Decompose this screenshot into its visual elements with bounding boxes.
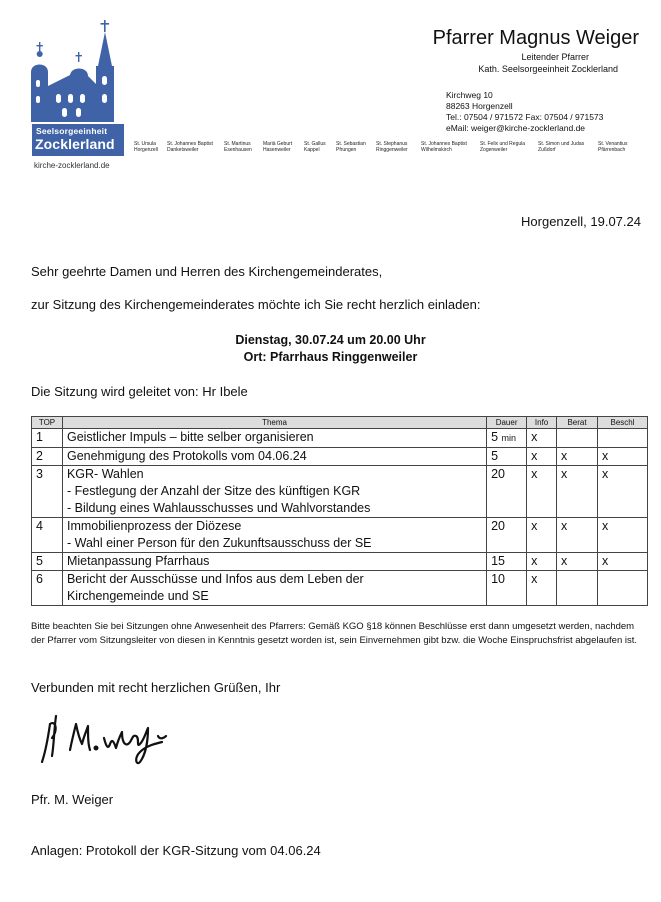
parish-item: St. Sebastian Pfrungen	[336, 141, 366, 153]
agenda-header-row	[32, 417, 648, 429]
row-top: 3	[32, 466, 63, 518]
parish-item: Mariä Geburt Hasenweiler	[263, 141, 293, 153]
row-beschl: x	[598, 466, 648, 518]
row-topic: Genehmigung des Protokolls vom 04.06.24	[62, 448, 486, 466]
sender-city: 88263 Horgenzell	[446, 101, 513, 111]
salutation: Sehr geehrte Damen und Herren des Kirchengemeinderates,	[31, 264, 383, 279]
parish-item: St. Stephanus Ringgenweiler	[376, 141, 408, 153]
meeting-date: Dienstag, 30.07.24 um 20.00 Uhr	[235, 333, 426, 347]
parish-item: St. Johannes Baptist Danketsweiler	[167, 141, 213, 153]
letter-date: Horgenzell, 19.07.24	[521, 214, 641, 229]
row-beschl	[598, 429, 648, 448]
table-row	[32, 448, 648, 466]
row-duration: 5 min	[487, 429, 527, 448]
logo-banner	[32, 124, 124, 156]
table-row	[32, 571, 648, 606]
sender-email[interactable]: eMail: weiger@kirche-zocklerland.de	[446, 123, 586, 133]
row-top: 2	[32, 448, 63, 466]
row-top: 1	[32, 429, 63, 448]
header-info: Info	[527, 417, 557, 429]
row-topic: Mietanpassung Pfarrhaus	[62, 553, 486, 571]
header-beschl: Beschl	[598, 417, 648, 429]
header-berat: Berat	[557, 417, 598, 429]
row-duration: 15	[487, 553, 527, 571]
row-beschl: x	[598, 448, 648, 466]
row-berat: x	[557, 553, 598, 571]
parish-item: St. Simon und Judas Zußdorf	[538, 141, 585, 153]
row-duration: 5	[487, 448, 527, 466]
header-thema: Thema	[62, 417, 486, 429]
meeting-chair: Die Sitzung wird geleitet von: Hr Ibele	[31, 384, 248, 399]
row-beschl	[598, 571, 648, 606]
row-info: x	[527, 429, 557, 448]
row-info: x	[527, 448, 557, 466]
attachments-line: Anlagen: Protokoll der KGR-Sitzung vom 04.06.24	[31, 843, 321, 858]
row-topic: Geistlicher Impuls – bitte selber organisieren	[62, 429, 486, 448]
sender-street: Kirchweg 10	[446, 90, 493, 100]
table-row	[32, 518, 648, 553]
signature-icon	[36, 710, 176, 780]
row-info: x	[527, 553, 557, 571]
header-dauer: Dauer	[487, 417, 527, 429]
row-berat: x	[557, 518, 598, 553]
agenda-table	[31, 416, 648, 606]
parish-item: St. Ursula Horgenzell	[134, 141, 158, 153]
table-row	[32, 429, 648, 448]
sender-unit: Kath. Seelsorgeeinheit Zocklerland	[478, 64, 618, 74]
meeting-place: Ort: Pfarrhaus Ringgenweiler	[243, 350, 418, 364]
row-info: x	[527, 466, 557, 518]
row-berat	[557, 429, 598, 448]
header-top: TOP	[32, 417, 63, 429]
row-duration: 20	[487, 518, 527, 553]
website-link[interactable]: kirche-zocklerland.de	[34, 161, 110, 170]
kgo-note: Bitte beachten Sie bei Sitzungen ohne Anwesenheit des Pfarrers: Gemäß KGO §18 können Beschlüsse erst dann umgesetzt werden, nachdem der Pfarrer vom Sitzungsleiter von diesen in Kenntnis gesetzt worden ist, sein Einvernehmen gibt bzw. die Woche Einspruchsfrist abgelaufen ist.	[31, 621, 638, 646]
parish-item: St. Gallus Kappel	[304, 141, 326, 153]
logo-line-2: Zocklerland	[35, 136, 115, 152]
sender-role: Leitender Pfarrer	[521, 52, 589, 62]
closing-line: Verbunden mit recht herzlichen Grüßen, Ihr	[31, 680, 281, 695]
sender-phone: Tel.: 07504 / 971572 Fax: 07504 / 971573	[446, 112, 604, 122]
sender-name: Pfarrer Magnus Weiger	[432, 27, 639, 49]
row-beschl: x	[598, 553, 648, 571]
table-row	[32, 466, 648, 518]
row-topic: Immobilienprozess der Diözese - Wahl einer Person für den Zukunftsausschuss der SE	[62, 518, 486, 553]
row-duration: 10	[487, 571, 527, 606]
row-berat: x	[557, 448, 598, 466]
row-berat	[557, 571, 598, 606]
parish-item: St. Martinus Esenhausen	[224, 141, 252, 153]
parish-item: St. Felix und Regula Zogenweiler	[480, 141, 526, 153]
row-berat: x	[557, 466, 598, 518]
row-info: x	[527, 518, 557, 553]
row-beschl: x	[598, 518, 648, 553]
row-top: 5	[32, 553, 63, 571]
row-topic: KGR- Wahlen - Festlegung der Anzahl der Sitze des künftigen KGR - Bildung eines Wahlausschusses und Wahlvorstandes	[62, 466, 486, 518]
logo-line-1: Seelsorgeeinheit	[36, 126, 108, 136]
row-topic: Bericht der Ausschüsse und Infos aus dem Leben der Kirchengemeinde und SE	[62, 571, 486, 606]
row-top: 6	[32, 571, 63, 606]
table-row	[32, 553, 648, 571]
row-info: x	[527, 571, 557, 606]
row-duration: 20	[487, 466, 527, 518]
parish-item: St. Johannes Baptist Wilhelmskirch	[421, 141, 467, 153]
row-top: 4	[32, 518, 63, 553]
signer-name: Pfr. M. Weiger	[31, 792, 114, 807]
parish-item: St. Venantius Pfärrenbach	[598, 141, 628, 153]
invitation-text: zur Sitzung des Kirchengemeinderates möchte ich Sie recht herzlich einladen:	[31, 297, 481, 312]
